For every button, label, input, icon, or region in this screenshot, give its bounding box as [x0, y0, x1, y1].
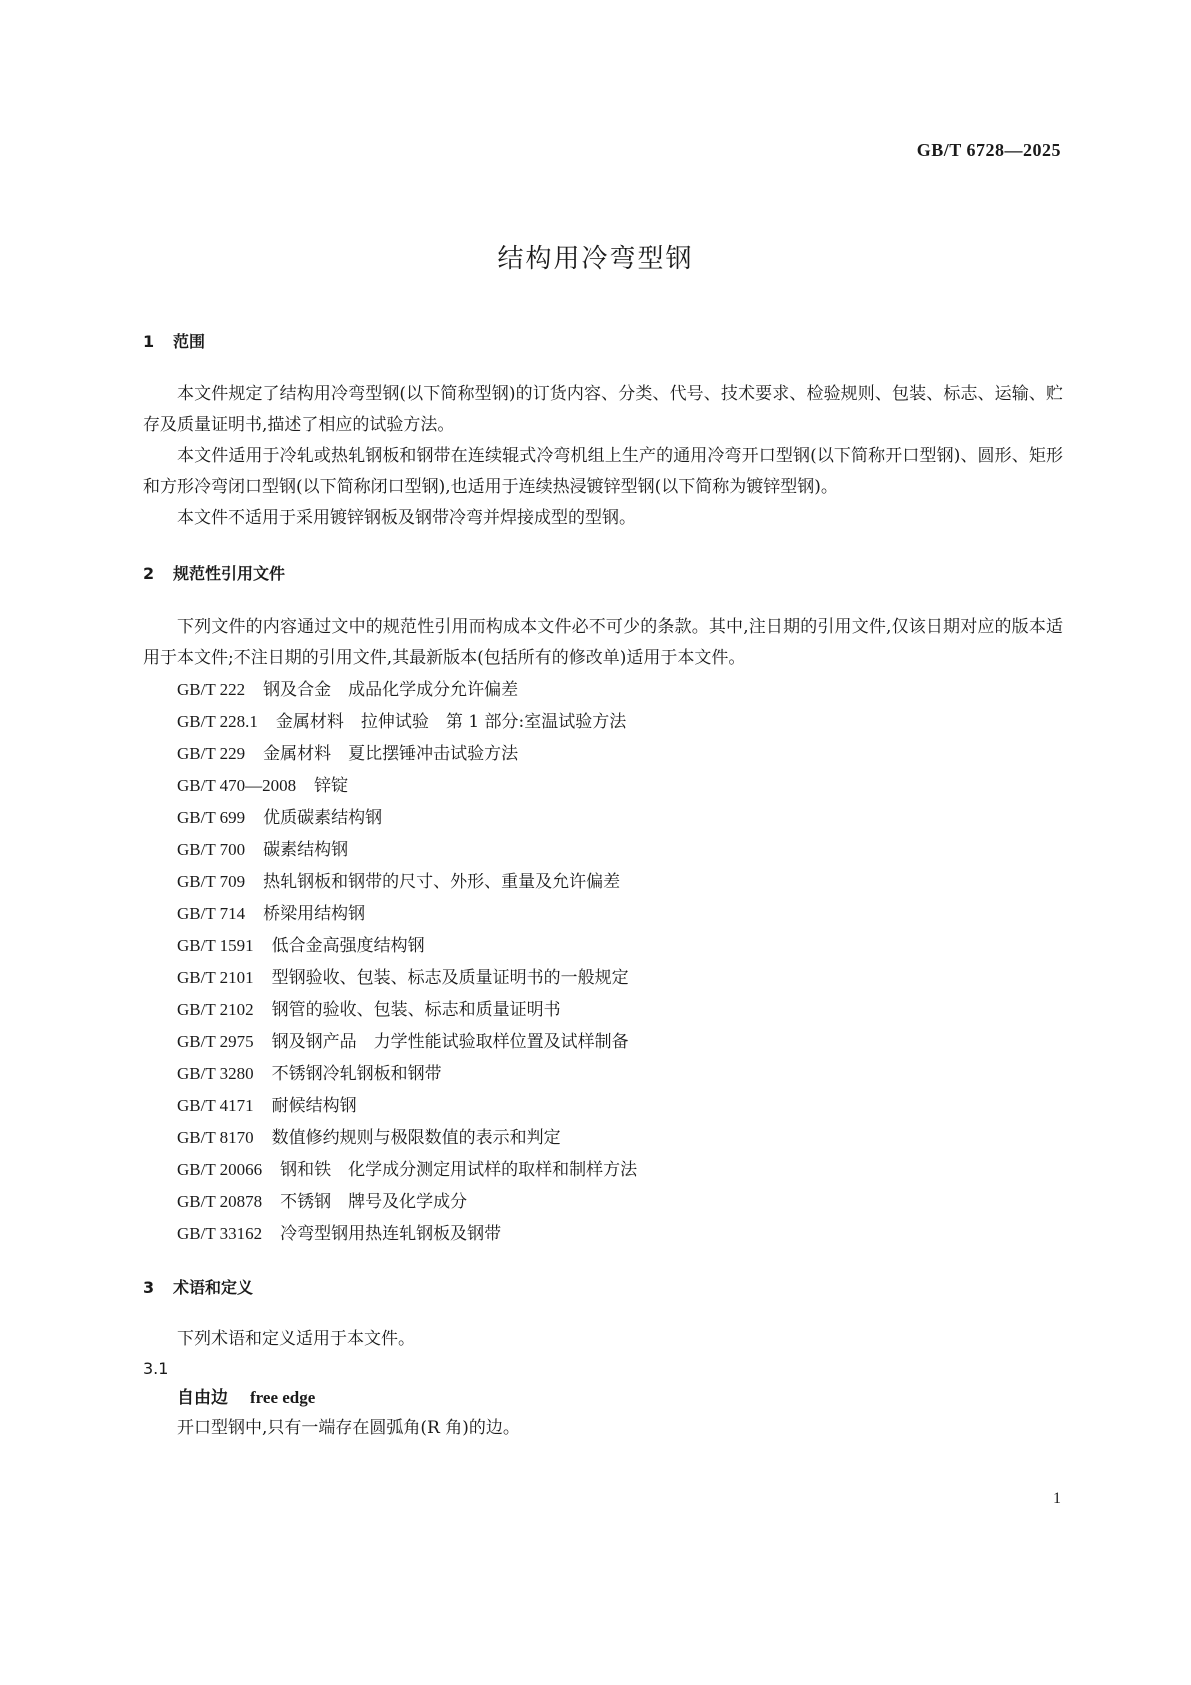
reference-title: 型钢验收、包装、标志及质量证明书的一般规定 [271, 968, 629, 988]
reference-item [143, 674, 1063, 706]
term-definition: 开口型钢中,只有一端存在圆弧角(R 角)的边。 [177, 1418, 520, 1438]
reference-title: 钢管的验收、包装、标志和质量证明书 [271, 1000, 561, 1020]
reference-item [143, 834, 1063, 866]
reference-code: GB/T 1591 [177, 936, 254, 955]
terms-intro: 下列术语和定义适用于本文件。 [177, 1329, 415, 1349]
reference-title: 数值修约规则与极限数值的表示和判定 [271, 1128, 561, 1148]
reference-code: GB/T 714 [177, 904, 246, 923]
reference-item [143, 706, 1063, 738]
reference-code: GB/T 2102 [177, 1000, 254, 1019]
reference-title: 金属材料 拉伸试验 第 1 部分:室温试验方法 [275, 712, 627, 732]
reference-item [143, 866, 1063, 898]
section-heading-scope [143, 330, 1063, 354]
reference-code: GB/T 3280 [177, 1064, 254, 1083]
reference-title: 钢及钢产品 力学性能试验取样位置及试样制备 [271, 1032, 629, 1052]
reference-code: GB/T 470—2008 [177, 776, 297, 795]
reference-item [143, 738, 1063, 770]
reference-title: 碳素结构钢 [263, 840, 349, 860]
section-heading-terms [143, 1276, 1063, 1300]
reference-code: GB/T 699 [177, 808, 246, 827]
standard-code: GB/T 6728—2025 [916, 140, 1061, 160]
reference-code: GB/T 8170 [177, 1128, 254, 1147]
reference-code: GB/T 700 [177, 840, 246, 859]
section-title: 术语和定义 [173, 1278, 254, 1297]
reference-title: 钢及合金 成品化学成分允许偏差 [263, 680, 519, 700]
reference-item [143, 1186, 1063, 1218]
references-intro: 下列文件的内容通过文中的规范性引用而构成本文件必不可少的条款。其中,注日期的引用文件,仅该日期对应的版本适用于本文件;不注日期的引用文件,其最新版本(包括所有的修改单)适用于本文件。 [143, 617, 1063, 668]
reference-title: 锌锭 [314, 776, 349, 796]
term-name-en: free edge [250, 1388, 316, 1407]
reference-title: 桥梁用结构钢 [263, 904, 366, 924]
section-number: 2 [143, 564, 155, 583]
reference-item [143, 962, 1063, 994]
reference-title: 不锈钢冷轧钢板和钢带 [271, 1064, 442, 1084]
term-number: 3.1 [143, 1359, 169, 1378]
reference-code: GB/T 222 [177, 680, 246, 699]
reference-title: 金属材料 夏比摆锤冲击试验方法 [263, 744, 519, 764]
reference-item [143, 994, 1063, 1026]
document-body [143, 330, 1063, 1443]
reference-code: GB/T 2975 [177, 1032, 254, 1051]
section-number: 1 [143, 332, 155, 351]
reference-code: GB/T 229 [177, 744, 246, 763]
reference-title: 耐候结构钢 [271, 1096, 357, 1116]
section-number: 3 [143, 1278, 155, 1297]
reference-item [143, 802, 1063, 834]
scope-paragraph: 本文件规定了结构用冷弯型钢(以下简称型钢)的订货内容、分类、代号、技术要求、检验规则、包装、标志、运输、贮存及质量证明书,描述了相应的试验方法。 [143, 384, 1063, 435]
reference-item [143, 1154, 1063, 1186]
reference-list [143, 674, 1063, 1250]
reference-item [143, 1058, 1063, 1090]
reference-title: 冷弯型钢用热连轧钢板及钢带 [280, 1224, 502, 1244]
reference-item [143, 1026, 1063, 1058]
section-title: 范围 [173, 332, 206, 351]
reference-item [143, 898, 1063, 930]
term-name [143, 1383, 1063, 1413]
scope-paragraph: 本文件不适用于采用镀锌钢板及钢带冷弯并焊接成型的型钢。 [177, 508, 636, 528]
page-number: 1 [1053, 1490, 1061, 1507]
section-heading-normative-references [143, 562, 1063, 586]
reference-code: GB/T 33162 [177, 1224, 263, 1243]
document-title: 结构用冷弯型钢 [497, 244, 694, 274]
term-name-zh: 自由边 [177, 1388, 228, 1408]
reference-title: 优质碳素结构钢 [263, 808, 383, 828]
reference-title: 低合金高强度结构钢 [271, 936, 425, 956]
reference-code: GB/T 20878 [177, 1192, 263, 1211]
reference-title: 不锈钢 牌号及化学成分 [280, 1192, 468, 1212]
reference-code: GB/T 228.1 [177, 712, 258, 731]
reference-code: GB/T 20066 [177, 1160, 263, 1179]
scope-paragraph: 本文件适用于冷轧或热轧钢板和钢带在连续辊式冷弯机组上生产的通用冷弯开口型钢(以下简称开口型钢)、圆形、矩形和方形冷弯闭口型钢(以下简称闭口型钢),也适用于连续热浸镀锌型钢(以下简称为镀锌型钢)。 [143, 446, 1063, 497]
reference-title: 热轧钢板和钢带的尺寸、外形、重量及允许偏差 [263, 872, 621, 892]
reference-item [143, 1218, 1063, 1250]
section-title: 规范性引用文件 [173, 564, 286, 583]
reference-item [143, 930, 1063, 962]
reference-item [143, 1090, 1063, 1122]
reference-code: GB/T 2101 [177, 968, 254, 987]
reference-code: GB/T 4171 [177, 1096, 254, 1115]
reference-item [143, 770, 1063, 802]
reference-title: 钢和铁 化学成分测定用试样的取样和制样方法 [280, 1160, 638, 1180]
reference-item [143, 1122, 1063, 1154]
reference-code: GB/T 709 [177, 872, 246, 891]
